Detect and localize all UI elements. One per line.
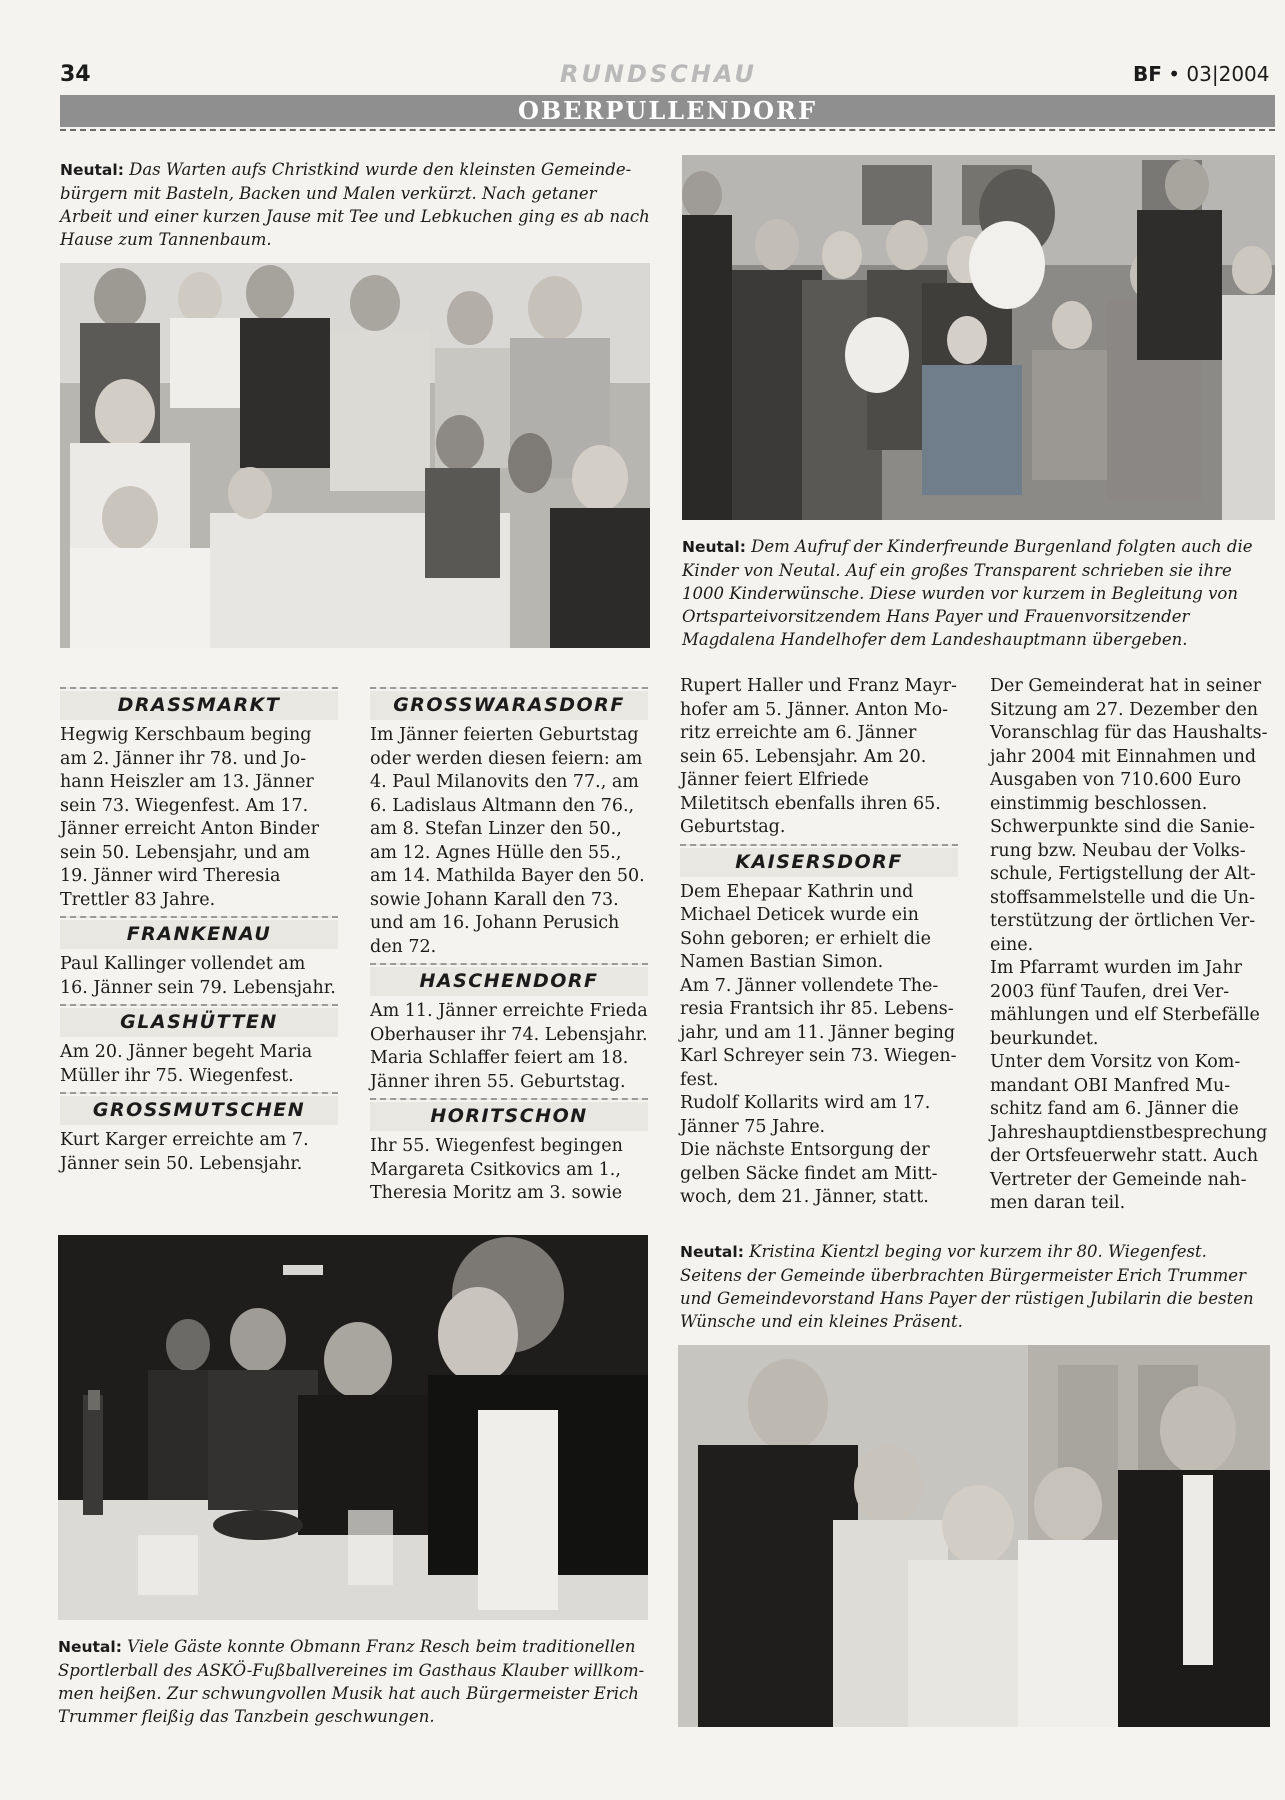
article-glashuetten: Am 20. Jänner begeht Maria Müller ihr 75. Wiegenfest. bbox=[60, 1042, 313, 1086]
article-kaisersdorf-3: Rudolf Kollarits wird am 17. Jänner 75 Jahre. bbox=[680, 1093, 931, 1137]
column-2 bbox=[370, 683, 648, 1206]
article-schwerpunkte: Schwerpunkte sind die Sanierung bzw. Neubau der Volksschule, Fertigstellung der Altstoffsammelstelle und die Unterstützung der örtlichen Vereine. bbox=[990, 817, 1256, 955]
article-kaisersdorf-1: Dem Ehepaar Kathrin und Michael Deticek wurde ein Sohn geboren; er erhielt die Namen Bastian Simon. bbox=[680, 881, 931, 972]
article-grossmutschen: Kurt Karger erreichte am 7. Jänner sein 50. Lebensjahr. bbox=[60, 1130, 309, 1174]
caption-bottom-right bbox=[680, 1240, 1270, 1333]
photo-kids-baking bbox=[60, 263, 650, 648]
caption-place: Neutal: bbox=[58, 1638, 122, 1656]
article-horitschon: Ihr 55. Wiegenfest begingen Margareta Csitkovics am 1., Theresia Moritz am 3. sowie bbox=[370, 1136, 623, 1203]
photo-sportlerball bbox=[58, 1235, 648, 1620]
issue-number: 03|2004 bbox=[1186, 62, 1270, 86]
caption-bottom-left bbox=[58, 1635, 648, 1728]
column-1 bbox=[60, 683, 338, 1176]
section-heading-glashuetten: GLASHÜTTEN bbox=[60, 1004, 338, 1037]
photo-kids-banner bbox=[682, 155, 1275, 520]
photo-jubilarin bbox=[678, 1345, 1270, 1727]
column-4 bbox=[990, 675, 1270, 1216]
section-heading-kaisersdorf: KAISERSDORF bbox=[680, 844, 958, 877]
article-grosswarasdorf: Im Jänner feierten Geburtstag oder werden diesen feiern: am 4. Paul Milanovits den 77., am 6. Ladislaus Altmann den 76., am 8. Stefan Linzer den 50., am 12. Agnes Hülle den 55., am 14. Mathilda Bayer den 50. sowie Johann Karall den 73. und am 16. Johann Perusich den 72. bbox=[370, 725, 645, 957]
section-heading-grossmutschen: GROSSMUTSCHEN bbox=[60, 1092, 338, 1125]
article-kaisersdorf-4: Die nächste Entsorgung der gelben Säcke findet am Mittwoch, dem 21. Jänner, statt. bbox=[680, 1140, 938, 1207]
page-number: 34 bbox=[60, 62, 91, 87]
masthead-title: RUNDSCHAU bbox=[560, 60, 757, 88]
caption-place: Neutal: bbox=[680, 1243, 744, 1261]
caption-top-right bbox=[682, 535, 1275, 651]
caption-text: Dem Aufruf der Kinderfreunde Burgenland folgten auch die Kinder von Neutal. Auf ein großes Transparent schrieben sie ihre 1000 Kinderwünsche. Diese wurden vor kurzem in Begleitung von Ortsparteivorsitzendem Hans Payer und Frauenvorsitzender Magdalena Handelhofer dem Landeshauptmann übergeben. bbox=[682, 537, 1253, 649]
article-gemeinderat: Der Gemeinderat hat in seiner Sitzung am 27. Dezember den Voranschlag für das Haushaltsjahr 2004 mit Einnahmen und Ausgaben von 710.600 Euro einstimmig beschlossen. bbox=[990, 676, 1268, 814]
caption-text: Viele Gäste konnte Obmann Franz Resch beim traditionellen Sportlerball des ASKÖ-Fußballvereines im Gasthaus Klauber willkommen heißen. Zur schwungvollen Musik hat auch Bürgermeister Erich Trummer fleißig das Tanzbein geschwungen. bbox=[58, 1637, 645, 1726]
article-drassmarkt: Hegwig Kerschbaum beging am 2. Jänner ihr 78. und Johann Heiszler am 13. Jänner sein 73. Wiegenfest. Am 17. Jänner erreicht Anton Binder sein 50. Lebensjahr, und am 19. Jänner wird Theresia Trettler 83 Jahre. bbox=[60, 725, 319, 910]
section-heading-frankenau: FRANKENAU bbox=[60, 916, 338, 949]
header-rule bbox=[60, 129, 1275, 131]
column-3 bbox=[680, 675, 958, 1210]
article-frankenau: Paul Kallinger vollendet am 16. Jänner sein 79. Lebensjahr. bbox=[60, 954, 336, 998]
issue-info: BF • 03|2004 bbox=[1133, 62, 1270, 86]
publication-name: BF bbox=[1133, 62, 1162, 86]
article-kaisersdorf-2: Am 7. Jänner vollendete Theresia Frantsich ihr 85. Lebensjahr, und am 11. Jänner beging Karl Schreyer sein 73. Wiegenfest. bbox=[680, 975, 957, 1090]
article-horitschon-continued: Rupert Haller und Franz Mayrhofer am 5. Jänner. Anton Moritz erreichte am 6. Jänner sein 65. Lebensjahr. Am 20. Jänner feiert Elfriede Miletitsch ebenfalls ihren 65. Geburtstag. bbox=[680, 676, 957, 837]
section-heading-grosswarasdorf: GROSSWARASDORF bbox=[370, 687, 648, 720]
article-feuerwehr: Unter dem Vorsitz von Kommandant OBI Manfred Muschitz fand am 6. Jänner die Jahreshauptdienstbesprechung der Ortsfeuerwehr statt. Auch Vertreter der Gemeinde nahmen daran teil. bbox=[990, 1052, 1268, 1213]
article-haschendorf: Am 11. Jänner erreichte Frieda Oberhauser ihr 74. Lebensjahr. Maria Schlaffer feiert am 18. Jänner ihren 55. Geburtstag. bbox=[370, 1001, 648, 1092]
article-pfarramt: Im Pfarramt wurden im Jahr 2003 fünf Taufen, drei Vermählungen und elf Sterbefälle beurkundet. bbox=[990, 958, 1260, 1049]
section-heading-drassmarkt: DRASSMARKT bbox=[60, 687, 338, 720]
caption-text: Kristina Kientzl beging vor kurzem ihr 80. Wiegenfest. Seitens der Gemeinde überbrachten Bürgermeister Erich Trummer und Gemeindevorstand Hans Payer der rüstigen Jubilarin die besten Wünsche und ein kleines Präsent. bbox=[680, 1242, 1254, 1331]
section-heading-horitschon: HORITSCHON bbox=[370, 1098, 648, 1131]
caption-place: Neutal: bbox=[60, 161, 124, 179]
region-title: OBERPULLENDORF bbox=[517, 96, 818, 125]
caption-top-left bbox=[60, 158, 650, 251]
caption-place: Neutal: bbox=[682, 538, 746, 556]
caption-text: Das Warten aufs Christkind wurde den kleinsten Gemeindebürgern mit Basteln, Backen und Malen verkürzt. Nach getaner Arbeit und einer kurzen Jause mit Tee und Lebkuchen ging es ab nach Hause zum Tannenbaum. bbox=[60, 160, 650, 249]
section-heading-haschendorf: HASCHENDORF bbox=[370, 963, 648, 996]
